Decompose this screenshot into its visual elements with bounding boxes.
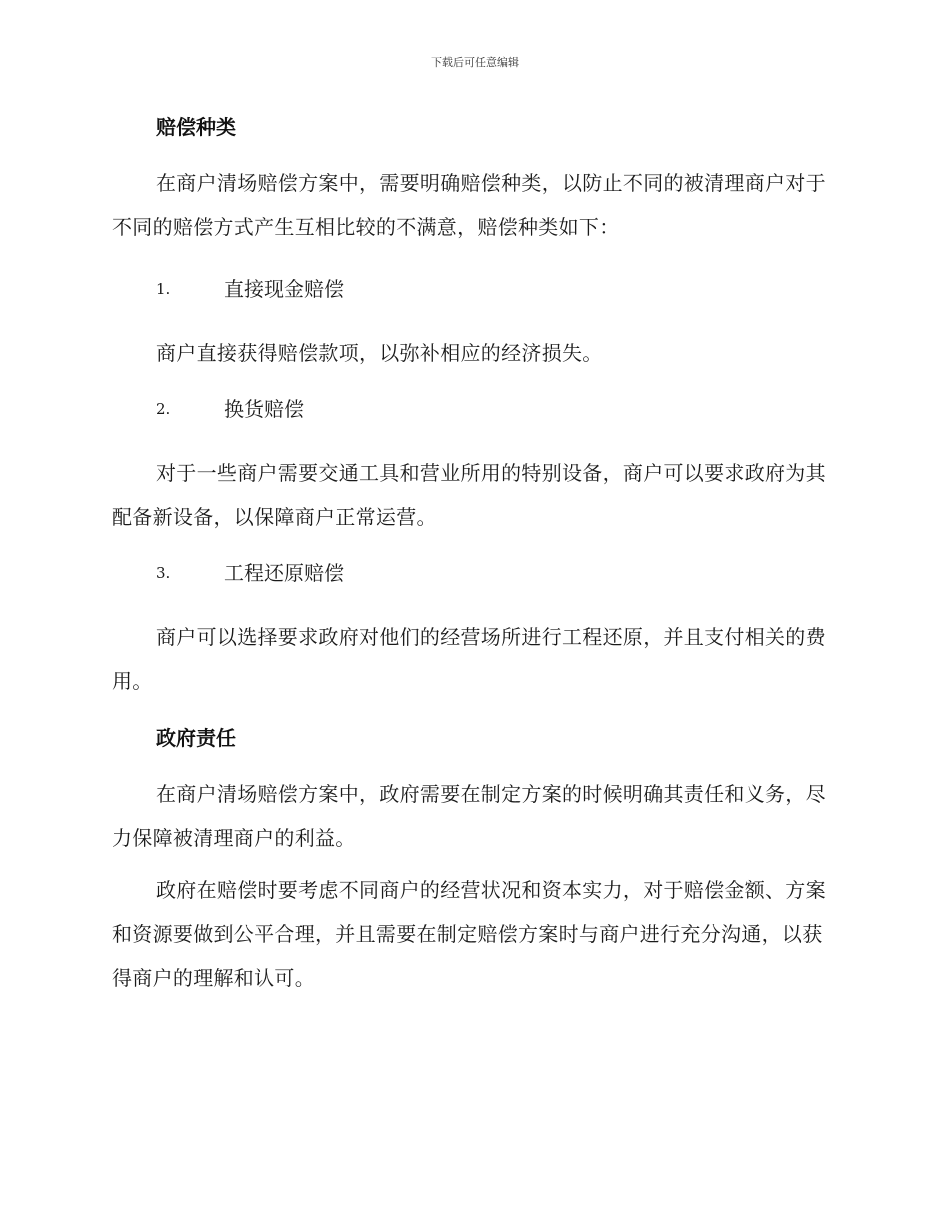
- paragraph-item-3-desc: 商户可以选择要求政府对他们的经营场所进行工程还原，并且支付相关的费用。: [112, 625, 826, 693]
- section-heading-compensation-types: 赔偿种类: [156, 115, 236, 139]
- list-item-2: [112, 387, 838, 431]
- list-title: 直接现金赔偿: [224, 277, 344, 301]
- header-note: 下载后可任意编辑: [431, 56, 519, 69]
- paragraph-gov-1: 在商户清场赔偿方案中，政府需要在制定方案的时候明确其责任和义务，尽力保障被清理商户的利益。: [112, 782, 826, 850]
- list-item-3: [112, 551, 838, 595]
- paragraph-item-2-desc: 对于一些商户需要交通工具和营业所用的特别设备，商户可以要求政府为其配备新设备，以保障商户正常运营。: [112, 461, 826, 529]
- list-title: 换货赔偿: [224, 397, 304, 421]
- list-number: 2.: [156, 400, 171, 418]
- paragraph-gov-2: 政府在赔偿时要考虑不同商户的经营状况和资本实力，对于赔偿金额、方案和资源要做到公平合理，并且需要在制定赔偿方案时与商户进行充分沟通，以获得商户的理解和认可。: [112, 878, 826, 990]
- list-item-1: [112, 267, 838, 311]
- paragraph-item-1-desc: 商户直接获得赔偿款项，以弥补相应的经济损失。: [156, 341, 603, 365]
- paragraph-intro: 在商户清场赔偿方案中，需要明确赔偿种类，以防止不同的被清理商户对于不同的赔偿方式产生互相比较的不满意，赔偿种类如下：: [112, 171, 826, 239]
- list-number: 3.: [156, 564, 171, 582]
- list-number: 1.: [156, 280, 171, 298]
- section-heading-government-responsibility: 政府责任: [156, 726, 236, 750]
- document-body: [112, 110, 838, 1008]
- list-title: 工程还原赔偿: [224, 561, 344, 585]
